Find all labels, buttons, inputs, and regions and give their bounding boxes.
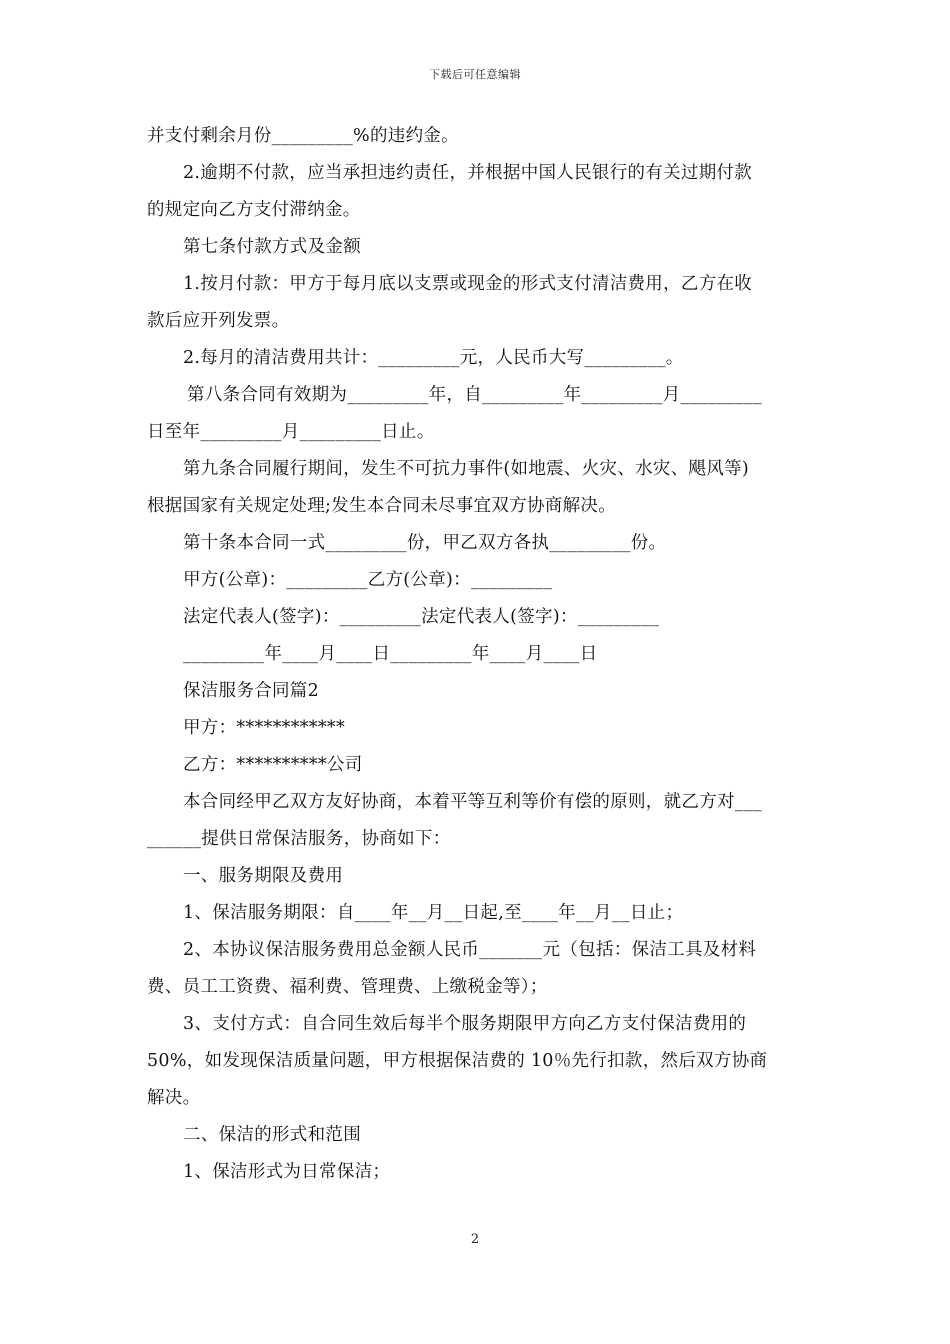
paragraph-line: 1.按月付款：甲方于每月底以支票或现金的形式支付清洁费用，乙方在收: [183, 274, 753, 294]
paragraph-line: 费、员工工资费、福利费、管理费、上缴税金等）；: [147, 977, 548, 997]
section-heading: 第八条合同有效期为_________年，自_________年_________月_________: [187, 385, 762, 405]
signature-line: 甲方(公章)：_________乙方(公章)：_________: [183, 570, 553, 590]
paragraph-line: 50%，如发现保洁质量问题，甲方根据保洁费的 10％先行扣款，然后双方协商: [147, 1051, 768, 1071]
paragraph-line: 解决。: [147, 1088, 201, 1108]
paragraph-line: 2、本协议保洁服务费用总金额人民币_______元（包括：保洁工具及材料: [183, 940, 757, 960]
paragraph-line: 1、保洁形式为日常保洁；: [183, 1162, 391, 1182]
date-line: _________年____月____日_________年____月____日: [183, 644, 598, 664]
paragraph-line: 款后应开列发票。: [147, 311, 290, 331]
section-heading: 第十条本合同一式_________份，甲乙双方各执_________份。: [183, 533, 667, 553]
section-heading: 二、保洁的形式和范围: [183, 1125, 361, 1145]
paragraph-line: ______提供日常保洁服务，协商如下：: [147, 829, 451, 849]
section-heading: 第七条付款方式及金额: [183, 237, 361, 257]
paragraph-line: 的规定向乙方支付滞纳金。: [147, 200, 361, 220]
party-b-line: 乙方：**********公司: [183, 755, 363, 775]
party-a-line: 甲方：************: [183, 718, 345, 738]
paragraph-line: 并支付剩余月份_________%的违约金。: [147, 126, 459, 146]
paragraph-line: 日至年_________月_________日止。: [147, 422, 435, 442]
document-body: [147, 118, 807, 1191]
paragraph-line: 3、支付方式：自合同生效后每半个服务期限甲方向乙方支付保洁费用的: [183, 1014, 747, 1034]
page-number: 2: [470, 1232, 480, 1247]
page-header: 下载后可任意编辑: [429, 68, 521, 81]
section-title: 保洁服务合同篇2: [183, 681, 320, 701]
signature-line: 法定代表人(签字)：_________法定代表人(签字)：_________: [183, 607, 660, 627]
section-heading: 第九条合同履行期间，发生不可抗力事件(如地震、火灾、水灾、飓风等): [183, 459, 750, 479]
paragraph-line: 根据国家有关规定处理;发生本合同未尽事宜双方协商解决。: [147, 496, 616, 516]
section-heading: 一、服务期限及费用: [183, 866, 344, 886]
paragraph-line: 2.每月的清洁费用共计：_________元，人民币大写_________。: [183, 348, 684, 368]
paragraph-line: 2.逾期不付款，应当承担违约责任，并根据中国人民银行的有关过期付款: [183, 163, 753, 183]
paragraph-line: 本合同经甲乙双方友好协商，本着平等互利等价有偿的原则，就乙方对___: [183, 792, 762, 812]
paragraph-line: 1、保洁服务期限：自____年__月__日起,至____年__月__日止；: [183, 903, 684, 923]
